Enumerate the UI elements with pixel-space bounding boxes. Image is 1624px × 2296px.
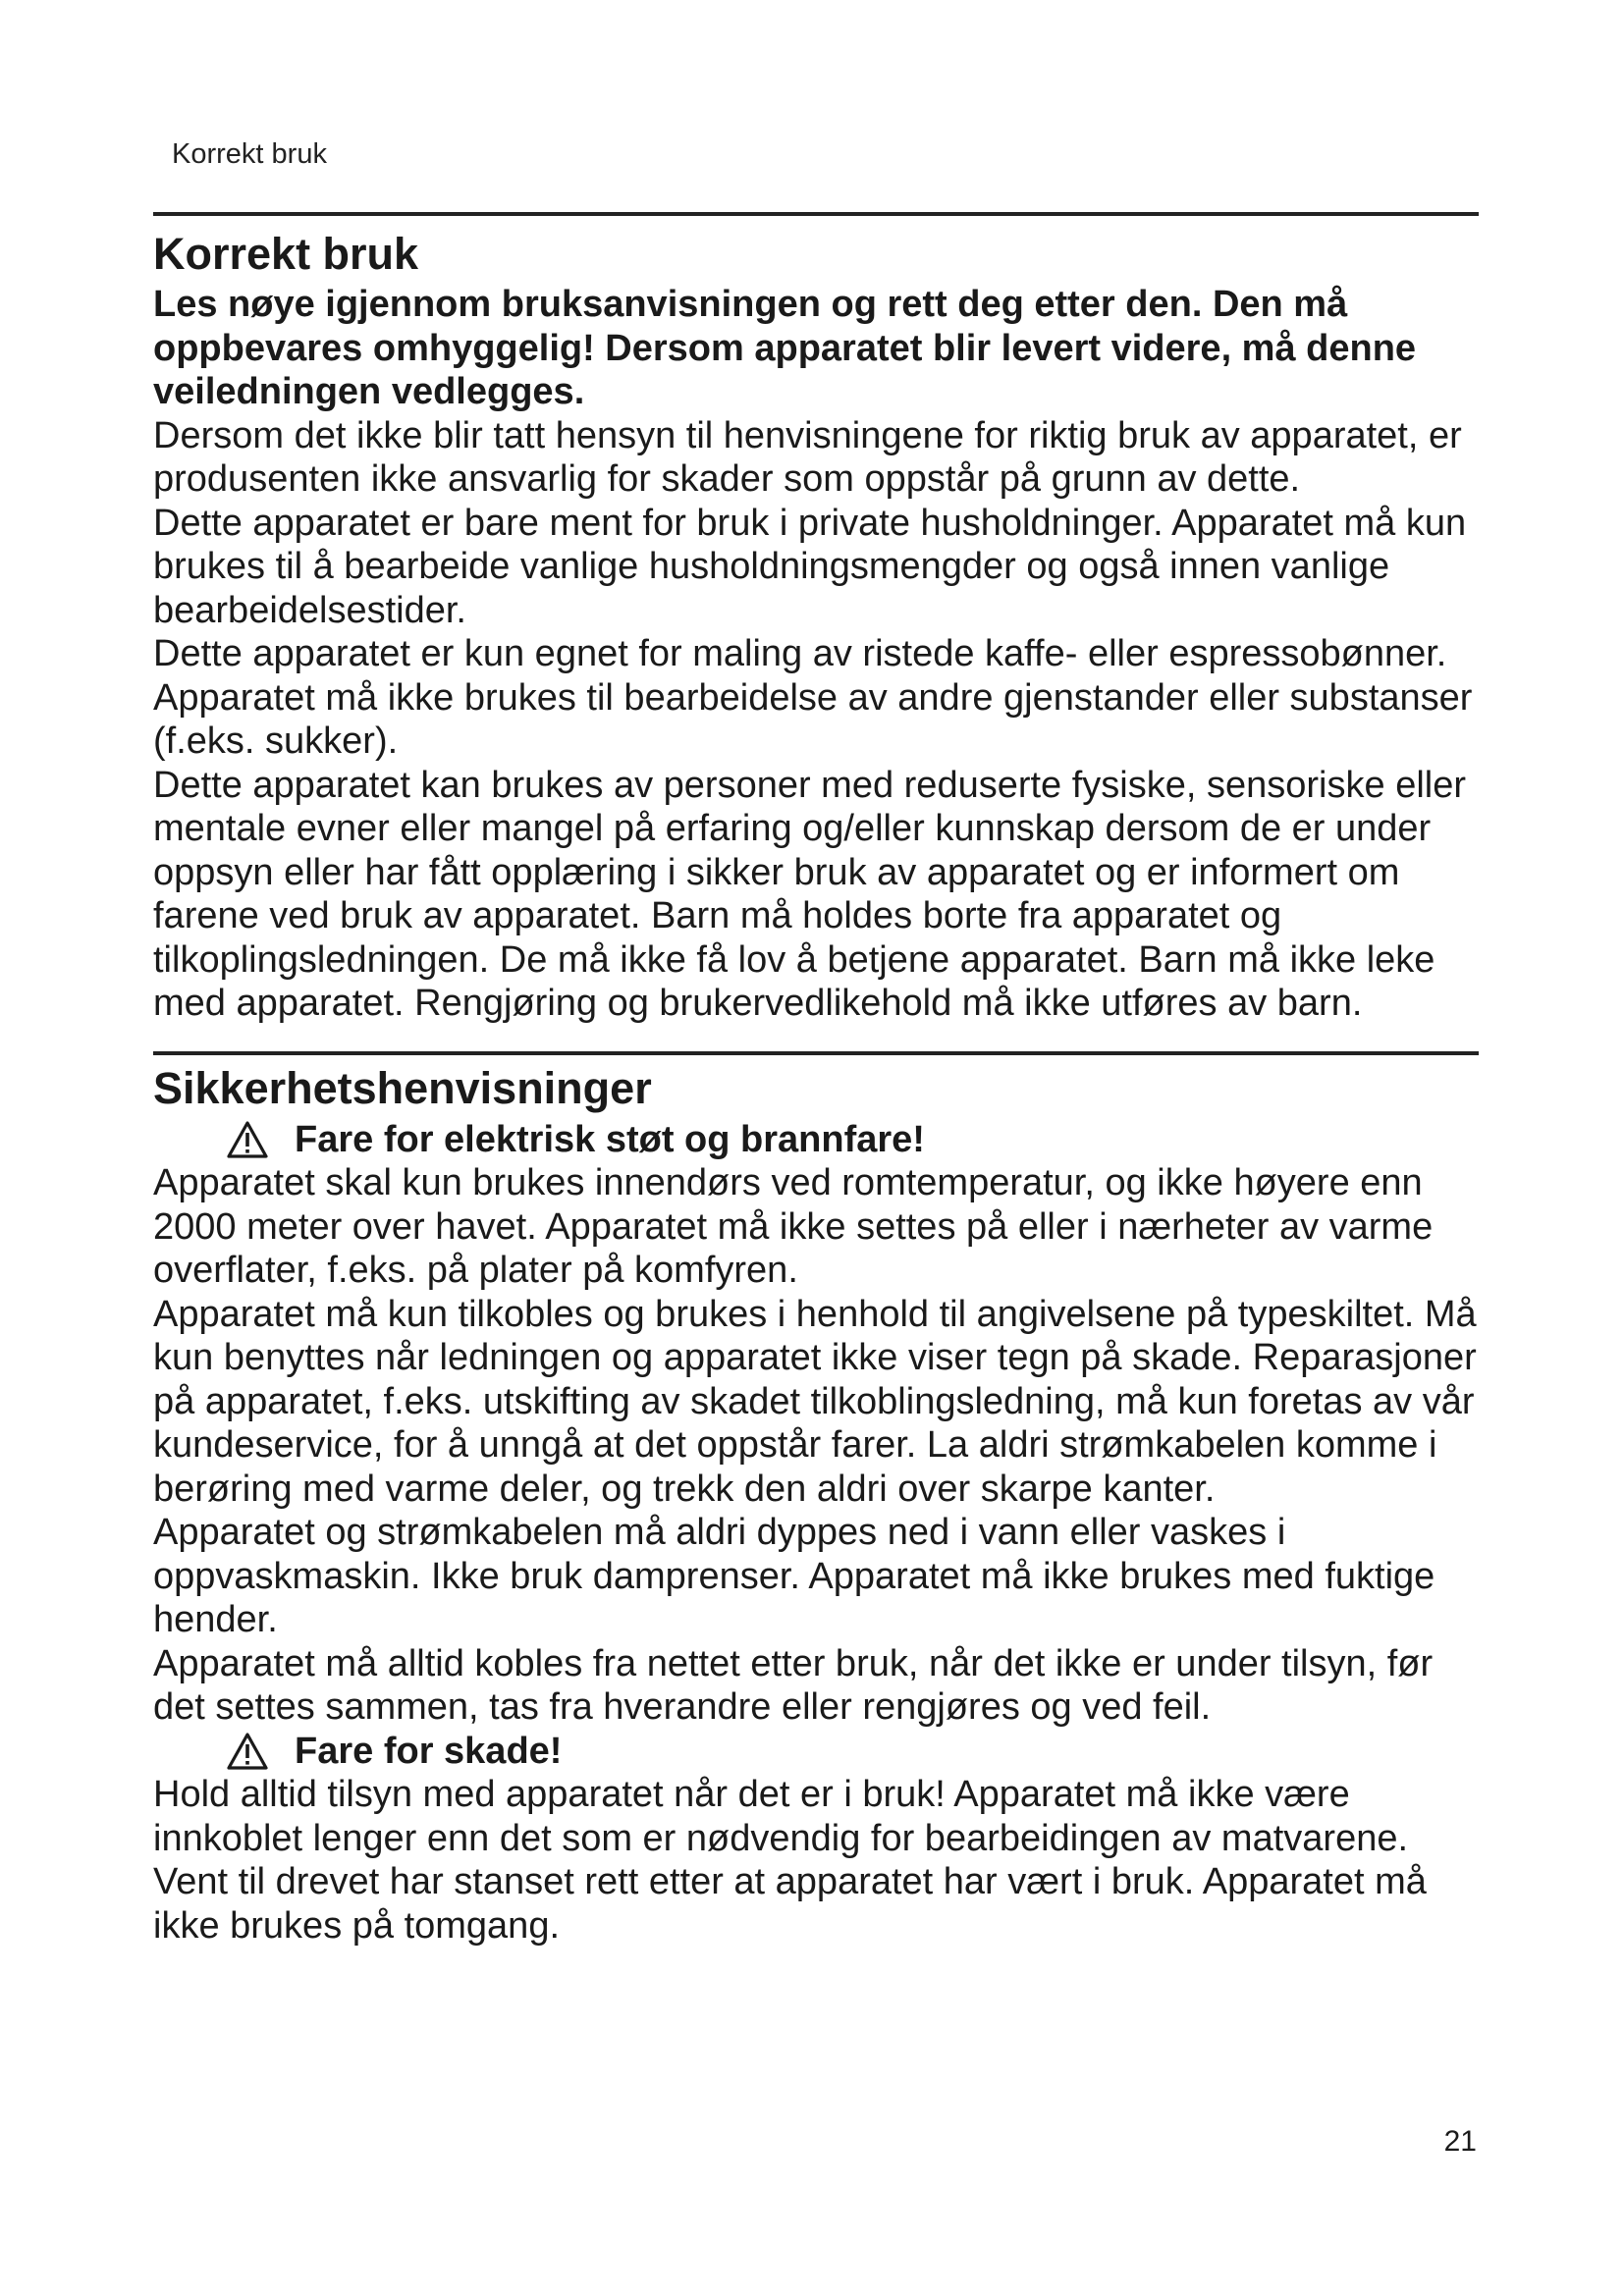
warning-triangle-icon [226,1120,269,1159]
paragraph: Dette apparatet er kun egnet for maling av ristede kaffe- eller espressobønner. Apparatet må ikke brukes til bearbeidelse av andre gjenstander eller substanser (f.eks. sukker). [153,633,1473,762]
warning-triangle-icon [226,1732,269,1771]
warning-heading-text: Fare for elektrisk støt og brannfare! [295,1118,925,1160]
section-divider [153,212,1479,216]
paragraph: Apparatet skal kun brukes innendørs ved romtemperatur, og ikke høyere enn 2000 meter over havet. Apparatet må ikke settes på eller i nærheter av varme overflater, f.eks. på plater på komfyren. [153,1162,1434,1291]
intro-notice: Les nøye igjennom bruksanvisningen og rett deg etter den. Den må oppbevares omhyggelig! Dersom apparatet blir levert videre, må denne veiledningen vedlegges. [153,284,1417,412]
paragraph: Hold alltid tilsyn med apparatet når det er i bruk! Apparatet må ikke være innkoblet lenger enn det som er nødvendig for bearbeidingen av matvarene. Vent til drevet har stanset rett etter at apparatet har vært i bruk. Apparatet må ikke brukes på tomgang. [153,1774,1427,1947]
page-content [153,212,1479,1948]
page-number: 21 [1443,2125,1477,2158]
paragraph: Dette apparatet kan brukes av personer med reduserte fysiske, sensoriske eller mentale evner eller mangel på erfaring og/eller kunnskap dersom de er under oppsyn eller har fått opplæring i sikker bruk av apparatet og er informert om farene ved bruk av apparatet. Barn må holdes borte fra apparatet og tilkoplingsledningen. De må ikke få lov å betjene apparatet. Barn må ikke leke med apparatet. Rengjøring og brukervedlikehold må ikke utføres av barn. [153,764,1466,1024]
paragraph: Dette apparatet er bare ment for bruk i private husholdninger. Apparatet må kun brukes til å bearbeide vanlige husholdningsmengder og også innen vanlige bearbeidelsestider. [153,502,1467,631]
section-divider [153,1051,1479,1055]
paragraph: Apparatet må alltid kobles fra nettet etter bruk, når det ikke er under tilsyn, før det settes sammen, tas fra hverandre eller rengjøres og ved feil. [153,1642,1434,1728]
warning-heading-electric [153,1118,1479,1162]
warning-heading-text: Fare for skade! [295,1730,563,1772]
section-title-korrekt-bruk: Korrekt bruk [153,229,419,279]
running-header: Korrekt bruk [172,138,327,170]
paragraph: Dersom det ikke blir tatt hensyn til henvisningene for riktig bruk av apparatet, er produsenten ikke ansvarlig for skader som oppstår på grunn av dette. [153,414,1462,500]
warning-heading-injury [153,1730,1479,1774]
paragraph: Apparatet og strømkabelen må aldri dyppes ned i vann eller vaskes i oppvaskmaskin. Ikke bruk damprenser. Apparatet må ikke brukes med fuktige hender. [153,1512,1435,1640]
paragraph: Apparatet må kun tilkobles og brukes i henhold til angivelsene på typeskiltet. Må kun benyttes når ledningen og apparatet ikke viser tegn på skade. Reparasjoner på apparatet, f.eks. utskifting av skadet tilkoblingsledning, må kun foretas av vår kundeservice, for å unngå at det oppstår farer. La aldri strømkabelen komme i berøring med varme deler, og trekk den aldri over skarpe kanter. [153,1293,1477,1510]
section-title-sikkerhet: Sikkerhetshenvisninger [153,1062,652,1113]
